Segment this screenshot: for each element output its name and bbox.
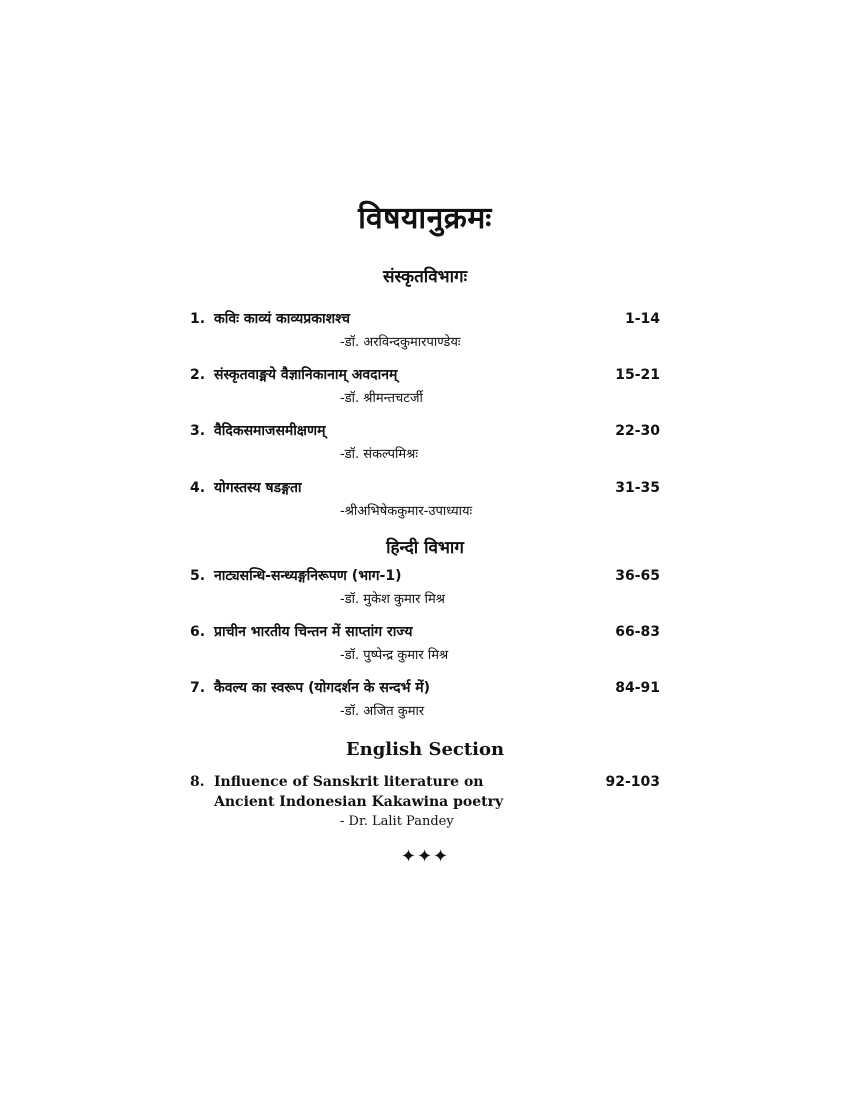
entry-title: कैवल्य का स्वरूप (योगदर्शन के सन्दर्भ में) [214, 680, 431, 696]
entry-author: -डॉ. पुष्पेन्द्र कुमार मिश्र [340, 648, 449, 663]
end-ornament: ✦✦✦ [400, 846, 450, 867]
entry-title: प्राचीन भारतीय चिन्तन में साप्तांग राज्य [214, 624, 413, 640]
entry-author: -डॉ. संकल्पमिश्रः [340, 447, 418, 462]
entry-author: -डॉ. अजित कुमार [340, 704, 425, 719]
toc-entry-6[interactable] [190, 622, 660, 663]
entry-number: 8. [190, 774, 205, 790]
entry-author: -श्रीअभिषेककुमार-उपाध्यायः [340, 504, 473, 519]
entry-title: कविः काव्यं काव्यप्रकाशश्च [214, 311, 351, 327]
toc-entry-8[interactable] [190, 774, 660, 829]
entry-number: 2. [190, 367, 206, 383]
entry-pages: 36-65 [615, 568, 660, 584]
section-heading-hindi: हिन्दी विभाग [386, 538, 464, 558]
entry-title-line2: Ancient Indonesian Kakawina poetry [214, 794, 504, 810]
entry-title: वैदिकसमाजसमीक्षणम् [214, 423, 326, 439]
entry-pages: 22-30 [615, 423, 660, 439]
entry-pages: 31-35 [615, 480, 660, 496]
entry-author: - Dr. Lalit Pandey [340, 814, 454, 829]
entry-number: 4. [190, 480, 206, 496]
entry-number: 3. [190, 423, 206, 439]
toc-entry-4[interactable] [190, 478, 660, 519]
toc-entry-5[interactable] [190, 566, 660, 607]
toc-entry-2[interactable] [190, 365, 660, 406]
entry-number: 5. [190, 568, 206, 584]
entry-title: Influence of Sanskrit literature on [214, 774, 484, 790]
entry-number: 6. [190, 624, 206, 640]
section-heading-sanskrit: संस्कृतविभागः [382, 267, 468, 287]
entry-title: संस्कृतवाङ्मये वैज्ञानिकानाम् अवदानम् [214, 367, 398, 383]
entry-pages: 1-14 [624, 311, 660, 327]
entry-pages: 92-103 [605, 774, 660, 790]
section-heading-english: English Section [345, 739, 505, 760]
entry-pages: 66-83 [615, 624, 660, 640]
entry-pages: 84-91 [615, 680, 660, 696]
entry-number: 7. [190, 680, 206, 696]
entry-title: योगस्तस्य षडङ्गता [214, 480, 302, 496]
entry-pages: 15-21 [615, 367, 660, 383]
entry-title: नाट्यसन्धि-सन्ध्यङ्गनिरूपण (भाग-1) [214, 568, 402, 584]
toc-entry-3[interactable] [190, 421, 660, 462]
entry-author: -डॉ. श्रीमन्तचटर्जी [340, 391, 423, 406]
page-title: विषयानुक्रमः [358, 201, 492, 236]
toc-entry-1[interactable] [190, 309, 660, 350]
toc-entry-7[interactable] [190, 678, 660, 719]
entry-author: -डॉ. मुकेश कुमार मिश्र [340, 592, 445, 607]
entry-number: 1. [190, 311, 206, 327]
entry-author: -डॉ. अरविन्दकुमारपाण्डेयः [340, 335, 461, 350]
